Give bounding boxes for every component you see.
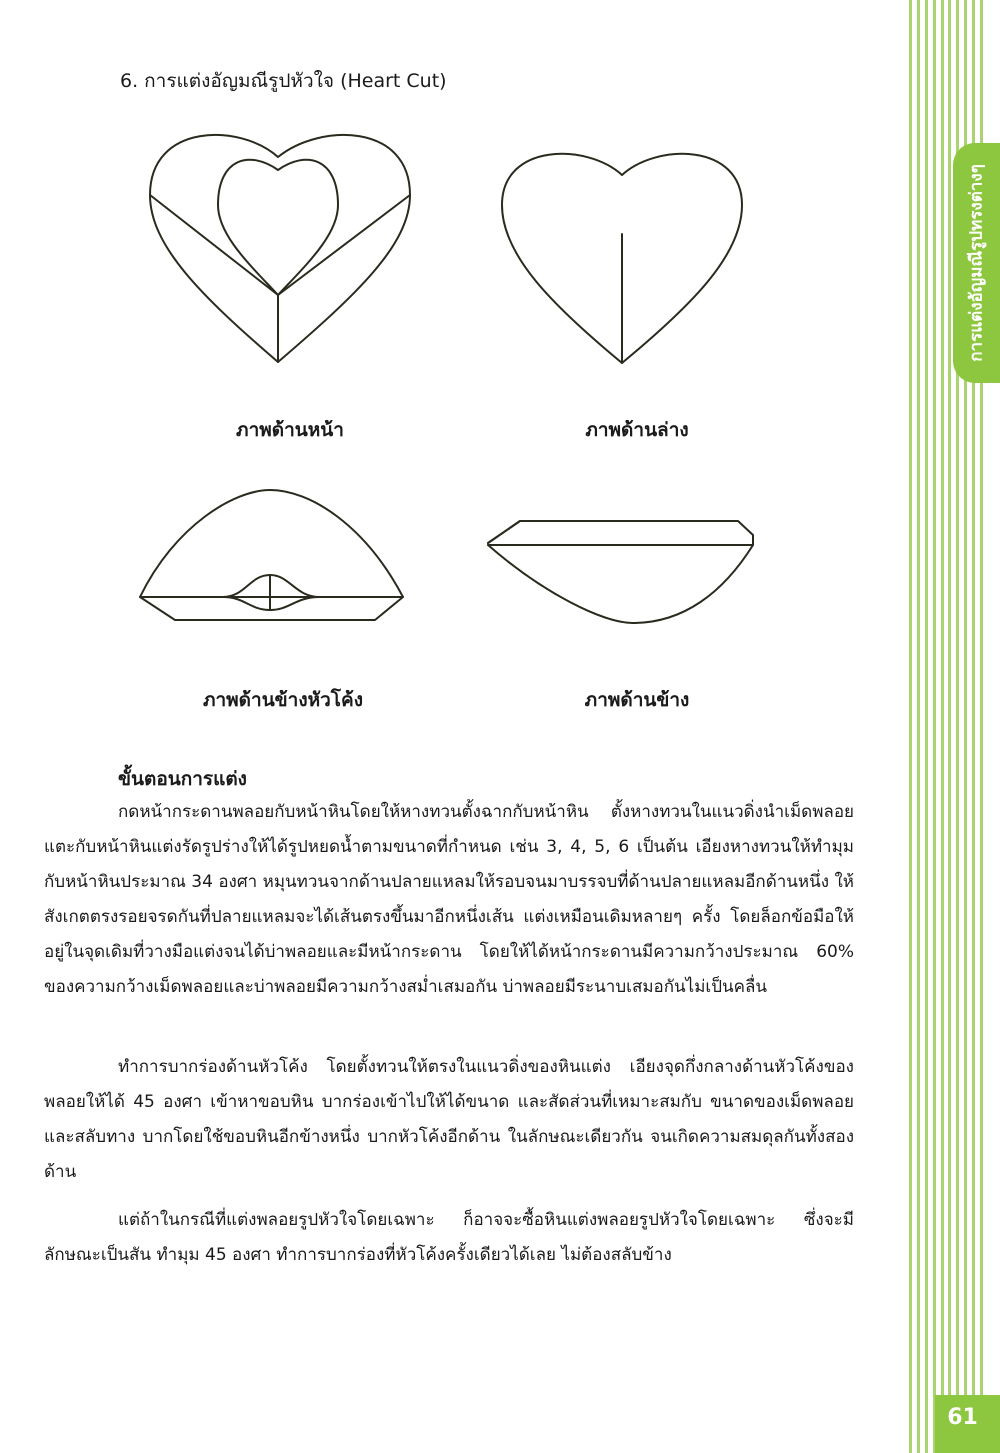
paragraph-1: กดหน้ากระดานพลอยกับหน้าหินโดยให้หางทวนตั้งฉากกับหน้าหิน ตั้งหางทวนในแนวดิ่งนำเม็ดพลอยแตะกับหน้าหินแต่งรัดรูปร่างให้ได้รูปหยดน้ำตามขนาดที่กำหนด เช่น 3, 4, 5, 6 เป็นต้น เอียงหางทวนให้ทำมุมกับหน้าหินประมาณ 34 องศา หมุนทวนจากด้านปลายแหลมให้รอบจนมาบรรจบที่ด้านปลายแหลมอีกด้านหนึ่ง ให้สังเกตตรงรอยจรดกันที่ปลายแหลมจะได้เส้นตรงขึ้นมาอีกหนึ่งเส้น แต่งเหมือนเดิมหลายๆ ครั้ง โดยล็อกข้อมือให้อยู่ในจุดเดิมที่วางมือแต่งจนได้บ่าพลอยและมีหน้ากระดาน โดยให้ได้หน้ากระดานมีความกว้างประมาณ 60% ของความกว้างเม็ดพลอยและบ่าพลอยมีความกว้างสม่ำเสมอกัน บ่าพลอยมีระนาบเสมอกันไม่เป็นคลื่น bbox=[44, 802, 854, 997]
heart-bottom-view-diagram bbox=[492, 145, 752, 370]
heart-curved-side-view-diagram bbox=[135, 485, 415, 625]
chapter-side-tab-label: การแต่งอัญมณีรูปทรงต่างๆ bbox=[966, 164, 987, 362]
bottom-view-caption: ภาพด้านล่าง bbox=[585, 419, 689, 441]
heart-front-view-diagram bbox=[140, 125, 430, 370]
steps-heading: ขั้นตอนการแต่ง bbox=[118, 768, 247, 790]
page-number: 61 bbox=[947, 1405, 978, 1430]
front-view-caption: ภาพด้านหน้า bbox=[236, 419, 344, 441]
paragraph-3: แต่ถ้าในกรณีที่แต่งพลอยรูปหัวใจโดยเฉพาะ ก็อาจจะซื้อหินแต่งพลอยรูปหัวใจโดยเฉพาะ ซึ่งจะมีลักษณะเป็นสัน ทำมุม 45 องศา ทำการบากร่องที่หัวโค้งครั้งเดียวได้เลย ไม่ต้องสลับข้าง bbox=[44, 1210, 854, 1265]
side-view-caption: ภาพด้านข้าง bbox=[584, 689, 690, 711]
curved-side-view-caption: ภาพด้านข้างหัวโค้ง bbox=[202, 689, 364, 711]
section-title: 6. การแต่งอัญมณีรูปหัวใจ (Heart Cut) bbox=[120, 70, 447, 92]
paragraph-2: ทำการบากร่องด้านหัวโค้ง โดยตั้งทวนให้ตรงในแนวดิ่งของหินแต่ง เอียงจุดกึ่งกลางด้านหัวโค้งของพลอยให้ได้ 45 องศา เข้าหาขอบหิน บากร่องเข้าไปให้ได้ขนาด และสัดส่วนที่เหมาะสมกับ ขนาดของเม็ดพลอย และสลับทาง บากโดยใช้ขอบหินอีกข้างหนึ่ง บากหัวโค้งอีกด้าน ในลักษณะเดียวกัน จนเกิดความสมดุลกันทั้งสองด้าน bbox=[44, 1057, 854, 1182]
heart-side-view-diagram bbox=[483, 513, 763, 633]
